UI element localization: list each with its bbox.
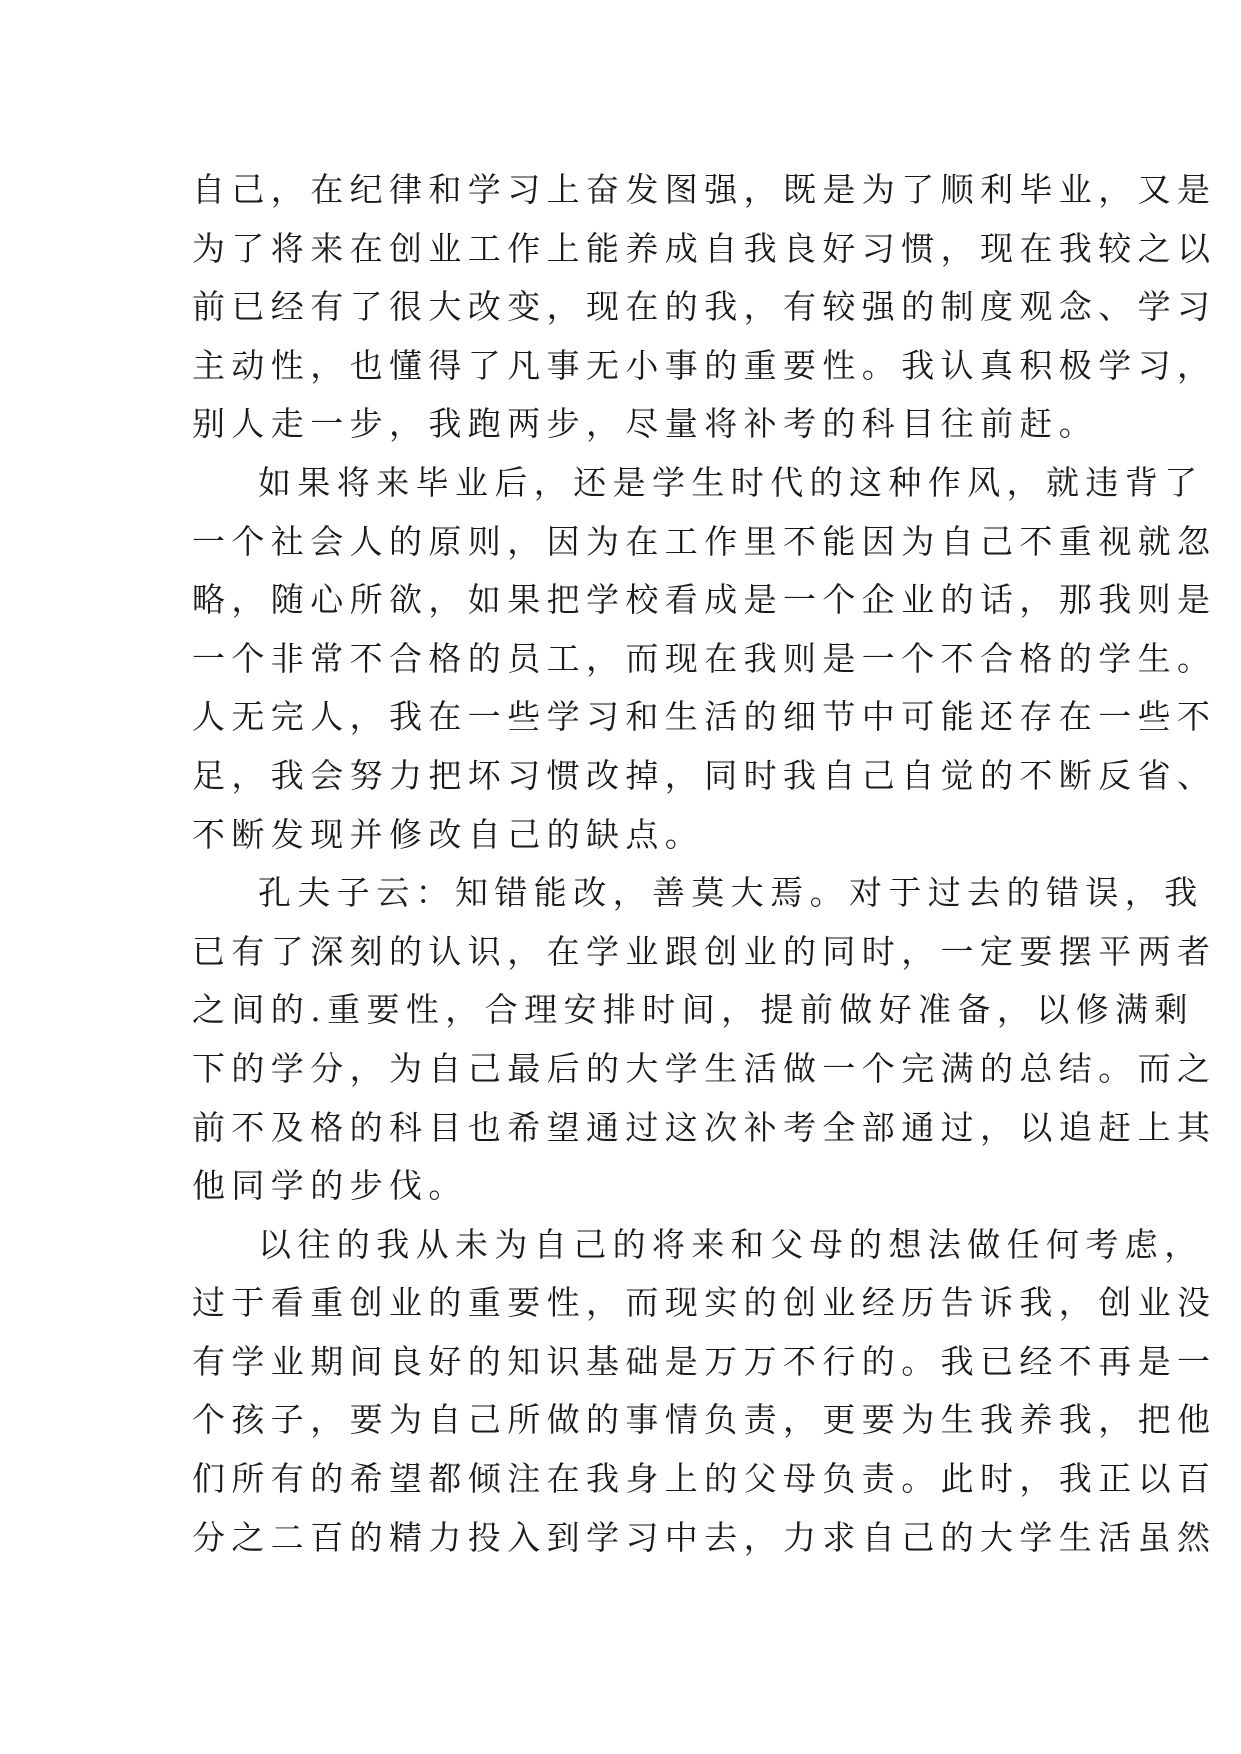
text-line: 一个社会人的原则，因为在工作里不能因为自己不重视就忽 xyxy=(192,521,1217,561)
text-line: 足，我会努力把坏习惯改掉，同时我自己自觉的不断反省、 xyxy=(192,755,1217,795)
text-line: 别人走一步，我跑两步，尽量将补考的科目往前赶。 xyxy=(192,404,1099,444)
text-line: 前不及格的科目也希望通过这次补考全部通过，以追赶上其 xyxy=(192,1107,1217,1147)
text-line: 如果将来毕业后，还是学生时代的这种作风，就违背了 xyxy=(258,462,1204,502)
text-line: 不断发现并修改自己的缺点。 xyxy=(192,814,705,854)
text-line: 有学业期间良好的知识基础是万万不行的。我已经不再是一 xyxy=(192,1341,1217,1381)
text-line: 下的学分，为自己最后的大学生活做一个完满的总结。而之 xyxy=(192,1048,1217,1088)
text-line: 略，随心所欲，如果把学校看成是一个企业的话，那我则是 xyxy=(192,580,1217,620)
text-line: 主动性，也懂得了凡事无小事的重要性。我认真积极学习， xyxy=(192,345,1217,385)
text-line: 过于看重创业的重要性，而现实的创业经历告诉我，创业没 xyxy=(192,1283,1217,1323)
text-line: 他同学的步伐。 xyxy=(192,1166,468,1206)
text-line: 为了将来在创业工作上能养成自我良好习惯，现在我较之以 xyxy=(192,228,1217,268)
text-line: 人无完人，我在一些学习和生活的细节中可能还存在一些不 xyxy=(192,697,1217,737)
text-line: 孔夫子云：知错能改，善莫大焉。对于过去的错误，我 xyxy=(258,873,1204,913)
text-line: 以往的我从未为自己的将来和父母的想法做任何考虑， xyxy=(258,1224,1204,1264)
text-line: 之间的.重要性，合理安排时间，提前做好准备，以修满剩 xyxy=(192,990,1194,1030)
text-line: 已有了深刻的认识，在学业跟创业的同时，一定要摆平两者 xyxy=(192,931,1217,971)
text-line: 们所有的希望都倾注在我身上的父母负责。此时，我正以百 xyxy=(192,1459,1217,1499)
text-line: 个孩子，要为自己所做的事情负责，更要为生我养我，把他 xyxy=(192,1400,1217,1440)
text-line: 自己，在纪律和学习上奋发图强，既是为了顺利毕业，又是 xyxy=(192,170,1217,209)
text-line: 分之二百的精力投入到学习中去，力求自己的大学生活虽然 xyxy=(192,1517,1217,1557)
text-line: 前已经有了很大改变，现在的我，有较强的制度观念、学习 xyxy=(192,287,1217,327)
text-line: 一个非常不合格的员工，而现在我则是一个不合格的学生。 xyxy=(192,638,1217,678)
body-text xyxy=(192,161,1217,1567)
